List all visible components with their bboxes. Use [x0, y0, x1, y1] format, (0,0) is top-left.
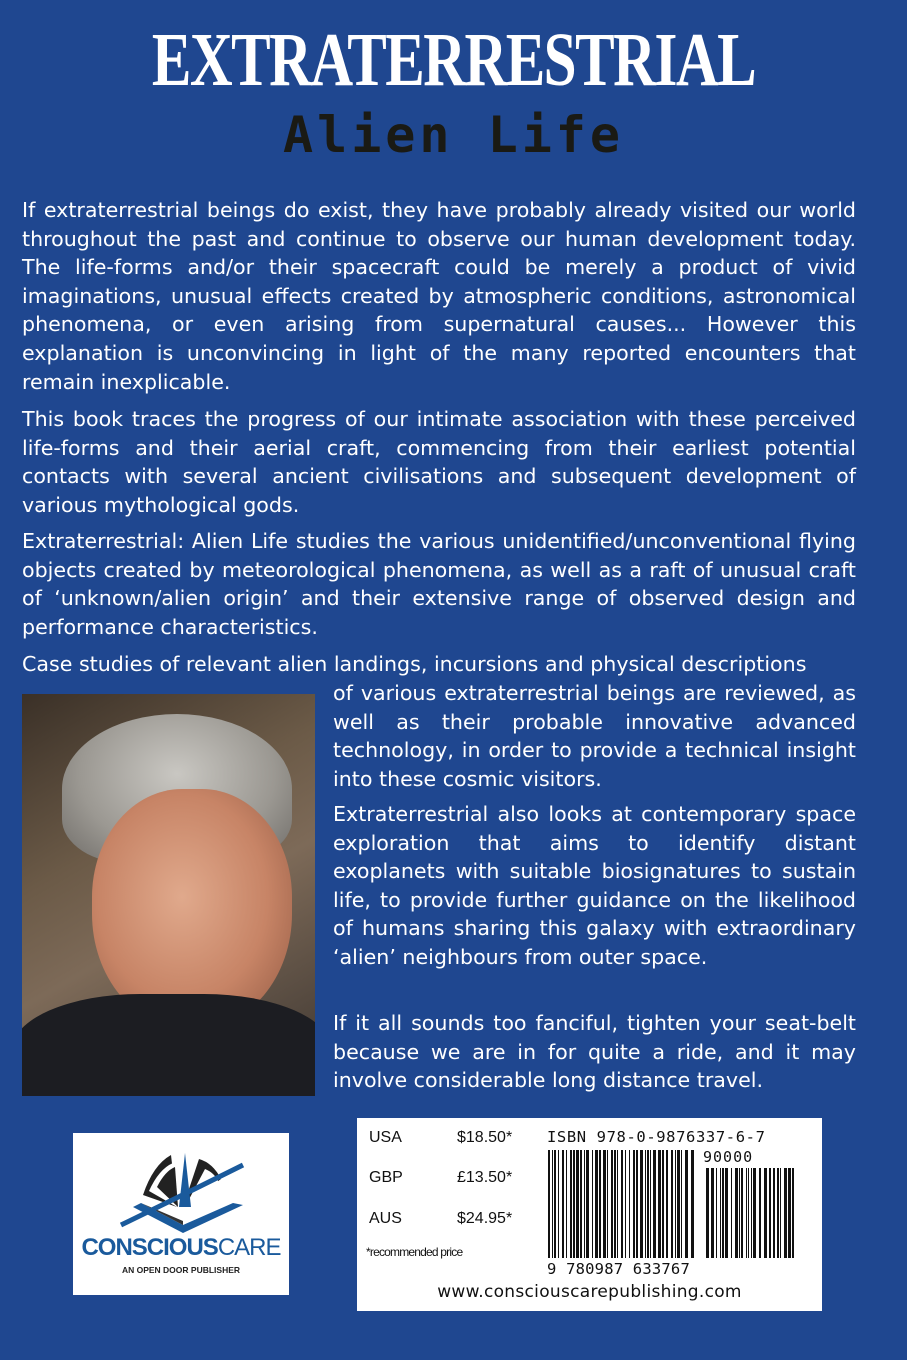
barcode-bar — [650, 1150, 651, 1258]
barcode-bar — [739, 1168, 740, 1258]
publisher-website: www.consciouscarepublishing.com — [437, 1282, 742, 1302]
barcode-bar — [576, 1150, 579, 1258]
barcode-bar — [753, 1168, 756, 1258]
barcode-bar — [769, 1168, 771, 1258]
barcode-bar — [681, 1150, 682, 1258]
publisher-tagline: AN OPEN DOOR PUBLISHER — [121, 1265, 241, 1275]
blurb-paragraph-1: If extraterrestrial beings do exist, they have probably already visited our world throughout the past and continue to observe our human development today. The life-forms and/or their spacecraft could be merely a product of vivid imaginations, unusual effects created by atmospheric conditions, astronomical phenomena, or even arising from supernatural causes... However this explanation is unconvincing in light of the many reported encounters that remain inexplicable. — [22, 198, 856, 394]
barcode-bar — [685, 1150, 688, 1258]
barcode-bar — [792, 1168, 794, 1258]
barcode-bar — [548, 1150, 550, 1258]
barcode-bar — [666, 1150, 668, 1258]
blurb-paragraph-4-lead: Case studies of relevant alien landings, incursions and physical descriptions — [22, 652, 807, 676]
barcode-bar — [731, 1168, 732, 1258]
publisher-name-part2: CARE — [217, 1234, 281, 1261]
blurb-paragraph-3: Extraterrestrial: Alien Life studies the various unidentified/unconventional flying objects created by meteorological phenomena, as well as a raft of unusual craft of ‘unknown/alien origin’ and their extensive range of observed design and performance characteristics. — [22, 529, 856, 639]
barcode-bar — [751, 1168, 752, 1258]
barcode-bar — [773, 1168, 775, 1258]
barcode-bar — [735, 1168, 738, 1258]
book-title: EXTRATERRESTRIAL — [151, 18, 756, 102]
barcode-bar — [662, 1150, 664, 1258]
addon-barcode — [706, 1168, 798, 1258]
barcode-bar — [625, 1150, 626, 1258]
barcode-bar — [722, 1168, 724, 1258]
barcode-bar — [607, 1150, 608, 1258]
barcode-bar — [759, 1168, 761, 1258]
barcode-bar — [603, 1150, 606, 1258]
recommended-price-note: *recommended price — [366, 1245, 463, 1259]
price-value: $18.50* — [457, 1129, 513, 1146]
currency-label: AUS — [369, 1210, 402, 1227]
barcode-bar — [562, 1150, 564, 1258]
blurb-paragraph-5: Extraterrestrial also looks at contemporary space exploration that aims to identify distant exoplanets with suitable biosignatures to sustain life, to provide further guidance on the likelihood of humans sharing this galaxy with extraordinary ‘alien’ neighbours from outer space. — [333, 802, 856, 969]
barcode-bar — [599, 1150, 601, 1258]
barcode-bar — [784, 1168, 787, 1258]
barcode-bar — [658, 1150, 661, 1258]
barcode-bar — [558, 1150, 559, 1258]
barcode-bar — [629, 1150, 630, 1258]
author-face — [92, 789, 292, 1029]
barcode-bar — [592, 1150, 593, 1258]
barcode-bar — [617, 1150, 618, 1258]
barcode-bar — [675, 1150, 676, 1258]
barcode-bar — [614, 1150, 616, 1258]
barcode-bar — [764, 1168, 767, 1258]
price-barcode-panel — [357, 1118, 822, 1311]
barcode-bar — [552, 1150, 553, 1258]
barcode-bar — [645, 1150, 646, 1258]
barcode-bar — [584, 1150, 585, 1258]
barcode-bar — [741, 1168, 743, 1258]
ean-number: 9 780987 633767 — [547, 1260, 690, 1278]
barcode-bar — [595, 1150, 598, 1258]
book-subtitle: Alien Life — [282, 106, 625, 164]
barcode-bar — [611, 1150, 613, 1258]
barcode-bar — [573, 1150, 575, 1258]
barcode-bar — [671, 1150, 673, 1258]
barcode-bar — [570, 1150, 572, 1258]
barcode-bar — [777, 1168, 779, 1258]
barcode-bar — [780, 1168, 781, 1258]
barcode-bar — [586, 1150, 589, 1258]
publisher-name — [73, 1236, 289, 1260]
author-shirt — [22, 994, 315, 1096]
barcode-bar — [554, 1150, 556, 1258]
author-photo — [22, 694, 315, 1096]
barcode-bar — [746, 1168, 747, 1258]
publisher-logo — [73, 1133, 289, 1295]
isbn-number: ISBN 978-0-9876337-6-7 — [547, 1128, 766, 1146]
barcode-bar — [580, 1150, 582, 1258]
blurb-paragraph-4: of various extraterrestrial beings are reviewed, as well as their probable innovative advanced technology, in order to provide a technical insight into these cosmic visitors. — [333, 681, 856, 791]
blurb-paragraph-2: This book traces the progress of our intimate association with these perceived life-forms and their aerial craft, commencing from their earliest potential contacts with several ancient civilisations and subsequent development of various mythological gods. — [22, 407, 856, 517]
barcode-bar — [720, 1168, 721, 1258]
blurb-paragraph-6: If it all sounds too fanciful, tighten your seat-belt because we are in for quite a ride, and it may involve considerable long distance travel. — [333, 1011, 856, 1093]
addon-code: 90000 — [703, 1148, 754, 1166]
barcode-bar — [677, 1150, 680, 1258]
barcode-bar — [716, 1168, 717, 1258]
open-book-icon — [113, 1145, 253, 1245]
barcode-bar — [691, 1150, 694, 1258]
barcode-bar — [748, 1168, 749, 1258]
barcode-bar — [653, 1150, 656, 1258]
barcode-bar — [788, 1168, 791, 1258]
barcode-bar — [566, 1150, 567, 1258]
barcode-bar — [621, 1150, 623, 1258]
barcode-bar — [711, 1168, 714, 1258]
currency-label: USA — [369, 1129, 402, 1146]
barcode-bar — [725, 1168, 728, 1258]
currency-label: GBP — [369, 1169, 403, 1186]
barcode-bar — [640, 1150, 643, 1258]
price-value: £13.50* — [457, 1169, 513, 1186]
price-value: $24.95* — [457, 1210, 513, 1227]
publisher-name-part1: CONSCIOUS — [81, 1234, 218, 1261]
barcode-bar — [706, 1168, 709, 1258]
barcode-bar — [633, 1150, 635, 1258]
barcode-bar — [636, 1150, 638, 1258]
barcode-bar — [647, 1150, 649, 1258]
